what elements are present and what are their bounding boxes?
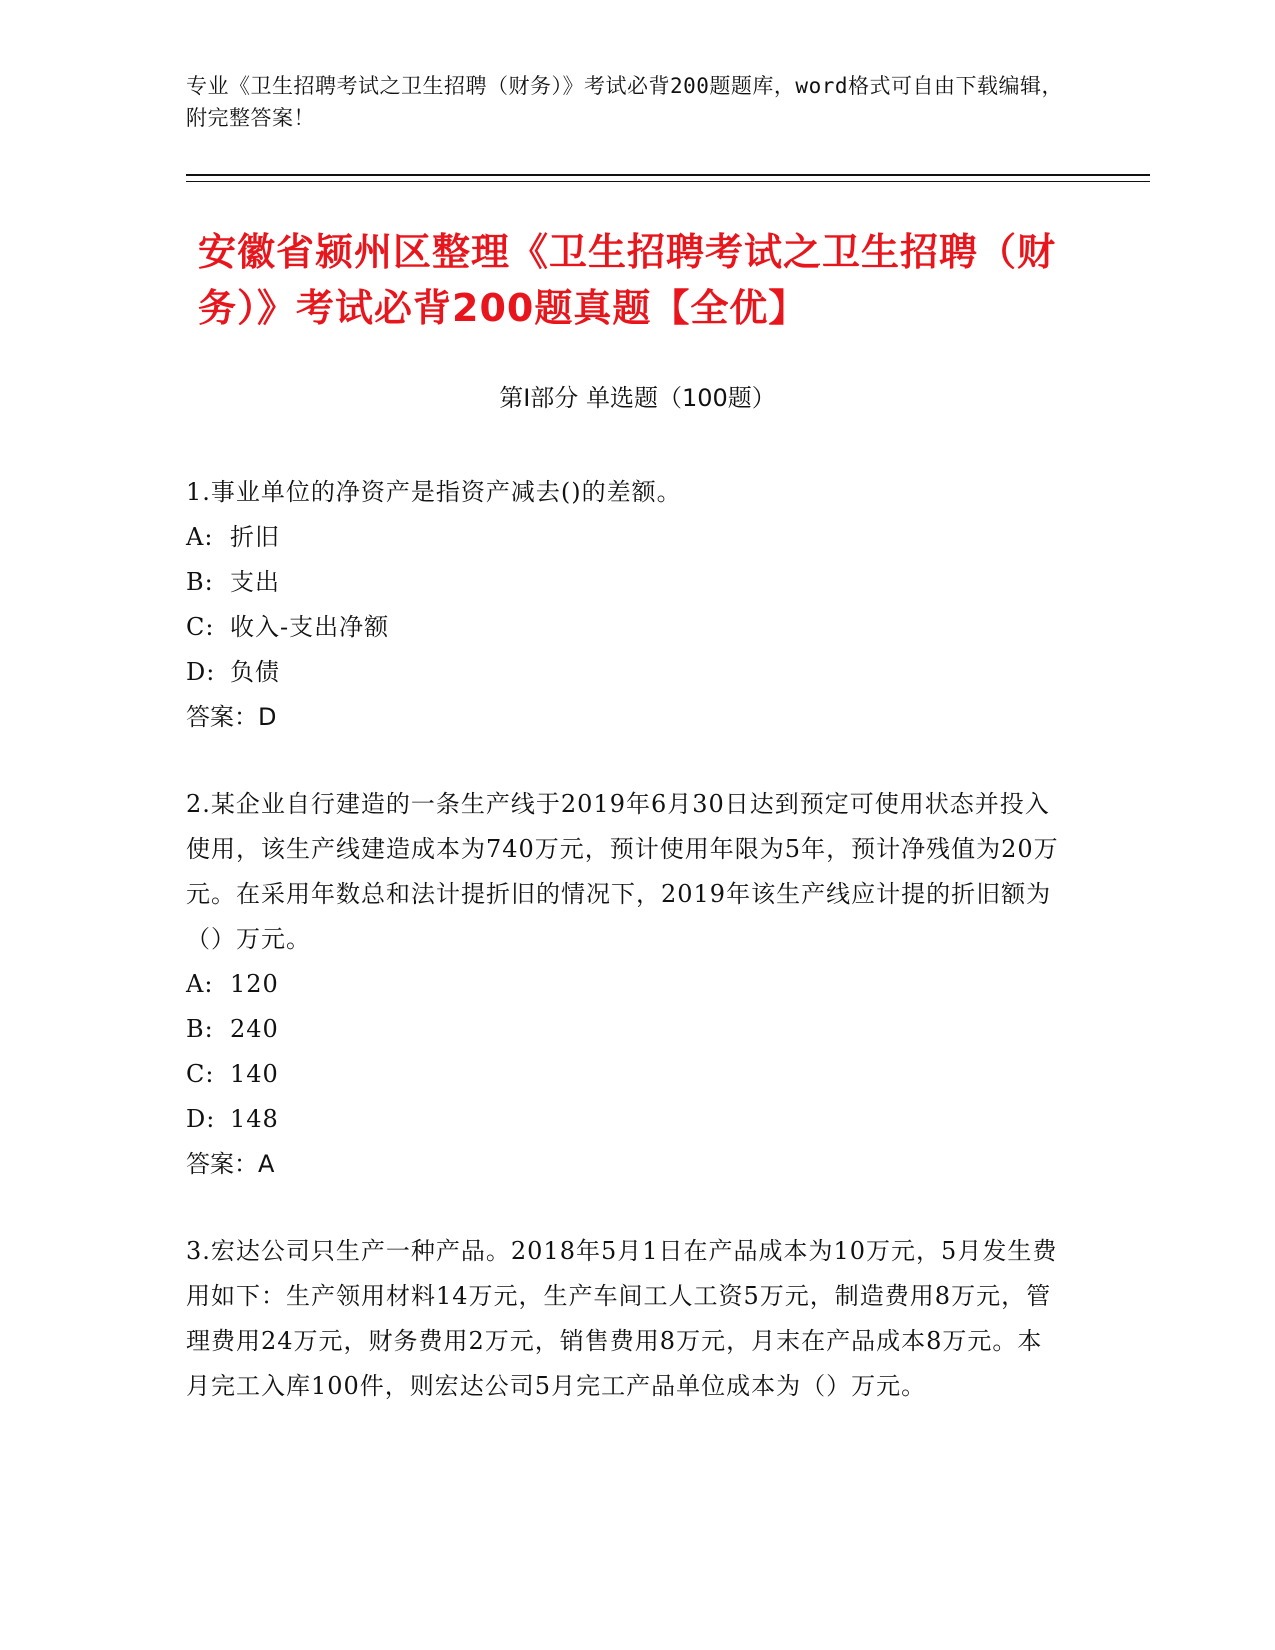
option-key: D: [186,1105,216,1133]
question-stem: 2.某企业自行建造的一条生产线于2019年6月30日达到预定可使用状态并投入使用，该生产线建造成本为740万元，预计使用年限为5年，预计净残值为20万元。在采用年数总和法计提折旧的情况下，2019年该生产线应计提的折旧额为（）万元。 [186,790,1059,953]
option-key: A: [186,970,214,998]
option-text: 140 [230,1060,279,1088]
question-list [186,470,1066,1451]
option-d [186,1097,1066,1142]
option-text: 120 [230,970,279,998]
question-stem: 1.事业单位的净资产是指资产减去()的差额。 [186,478,682,506]
option-b [186,560,1066,605]
option-d [186,650,1066,695]
option-text: 负债 [230,658,280,686]
option-b [186,1007,1066,1052]
option-key: C: [186,1060,215,1088]
question-item [186,1229,1066,1409]
option-key: A: [186,523,214,551]
option-text: 折旧 [230,523,280,551]
document-title: 安徽省颍州区整理《卫生招聘考试之卫生招聘（财务）》考试必背200题真题【全优】 [198,230,1057,330]
section-title: 第Ⅰ部分 单选题（100题） [499,384,776,412]
option-text: 支出 [230,568,280,596]
option-text: 240 [230,1015,279,1043]
option-key: B: [186,568,214,596]
option-key: B: [186,1015,214,1043]
question-item [186,782,1066,1187]
option-text: 148 [230,1105,279,1133]
question-item [186,470,1066,740]
header-rule-thin [186,181,1150,182]
option-a [186,515,1066,560]
header-note: 专业《卫生招聘考试之卫生招聘（财务）》考试必背200题题库，word格式可自由下载编辑，附完整答案！ [186,74,1063,130]
option-c [186,1052,1066,1097]
option-key: D: [186,658,216,686]
option-a [186,962,1066,1007]
question-stem: 3.宏达公司只生产一种产品。2018年5月1日在产品成本为10万元，5月发生费用如下：生产领用材料14万元，生产车间工人工资5万元，制造费用8万元，管理费用24万元，财务费用2万元，销售费用8万元，月末在产品成本8万元。本月完工入库100件，则宏达公司5月完工产品单位成本为（）万元。 [186,1237,1058,1400]
answer-line: 答案：D [186,703,277,731]
option-c [186,605,1066,650]
answer-line: 答案：A [186,1150,275,1178]
option-key: C: [186,613,215,641]
option-text: 收入-支出净额 [230,613,390,641]
header-rule-thick [186,174,1150,176]
